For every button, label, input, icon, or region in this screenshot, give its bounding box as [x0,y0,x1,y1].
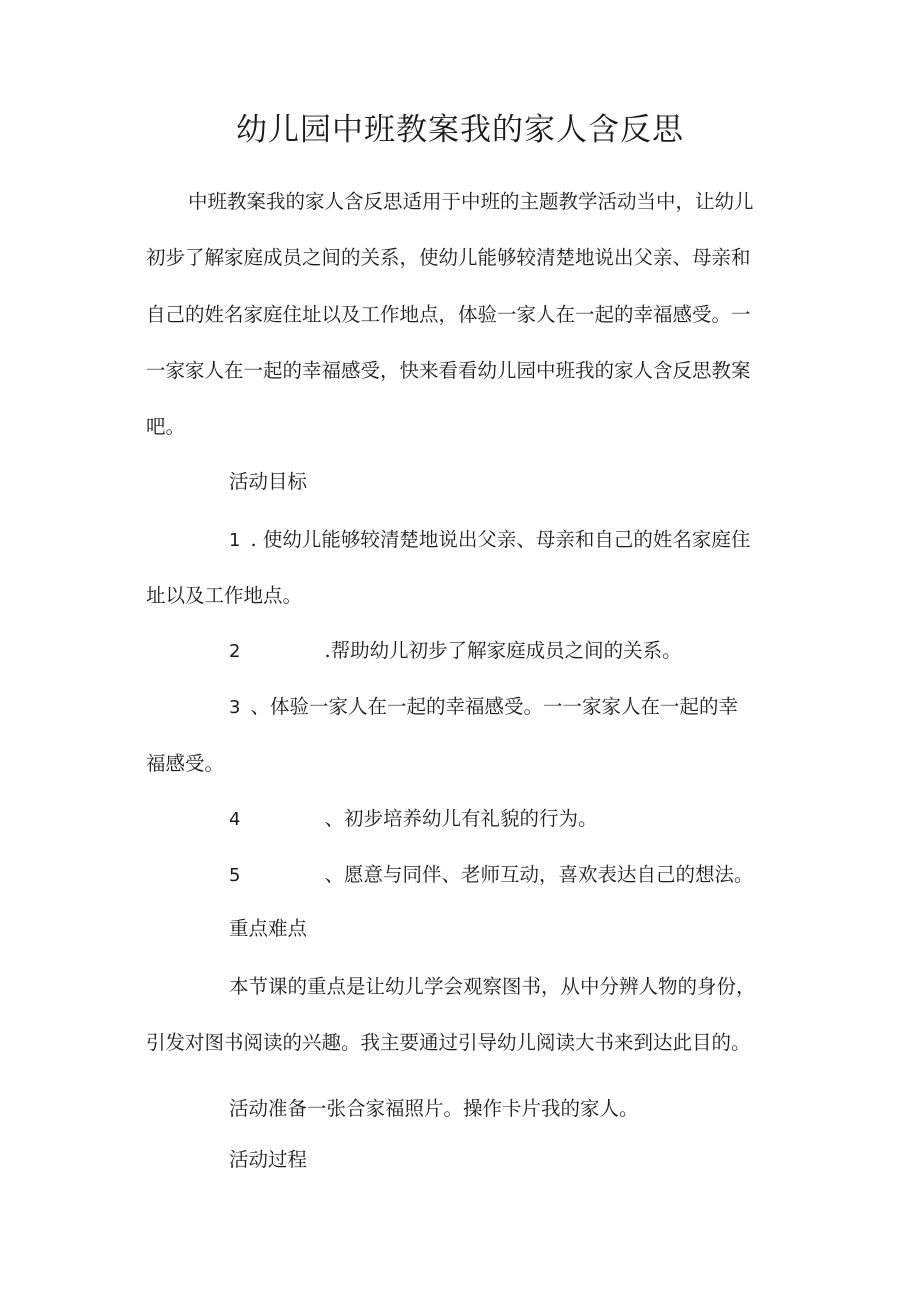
goal-item [229,693,738,722]
goal-number: 3 [229,697,241,718]
goal-item [229,861,753,890]
goal-item [229,805,597,834]
key-points-heading: 重点难点 [229,917,308,940]
goal-number: 1 [229,530,241,551]
goal-item-continuation: 福感受。 [146,752,225,775]
intro-line: 中班教案我的家人含反思适用于中班的主题教学活动当中，让幼儿 [188,190,754,213]
goal-number: 2 [229,641,241,662]
goal-item [229,526,750,555]
goals-heading: 活动目标 [229,470,308,493]
intro-line: 自己的姓名家庭住址以及工作地点，体验一家人在一起的幸福感受。一 [146,303,751,326]
preparation-text: 活动准备一张合家福照片。操作卡片我的家人。 [229,1097,639,1120]
process-heading: 活动过程 [229,1148,308,1171]
goal-text: .帮助幼儿初步了解家庭成员之间的关系。 [324,639,682,662]
intro-line: 初步了解家庭成员之间的关系，使幼儿能够较清楚地说出父亲、母亲和 [146,246,751,269]
goal-text: . 使幼儿能够较清楚地说出父亲、母亲和自己的姓名家庭住 [250,528,751,551]
goal-text: 、初步培养幼儿有礼貌的行为。 [324,807,598,830]
goal-text: 、体验一家人在一起的幸福感受。一一家家人在一起的幸 [250,695,738,718]
goal-item-continuation: 址以及工作地点。 [146,584,303,607]
key-points-line: 本节课的重点是让幼儿学会观察图书，从中分辨人物的身份， [229,975,756,998]
goal-number: 4 [229,809,241,830]
key-points-line: 引发对图书阅读的兴趣。我主要通过引导幼儿阅读大书来到达此目的。 [146,1031,751,1054]
goal-number: 5 [229,865,241,886]
goal-item [229,637,682,666]
intro-line: 吧。 [146,415,186,438]
page-title: 幼儿园中班教案我的家人含反思 [236,112,684,148]
goal-text: 、愿意与同伴、老师互动，喜欢表达自己的想法。 [324,863,754,886]
intro-line: 一家家人在一起的幸福感受，快来看看幼儿园中班我的家人含反思教案 [146,359,751,382]
